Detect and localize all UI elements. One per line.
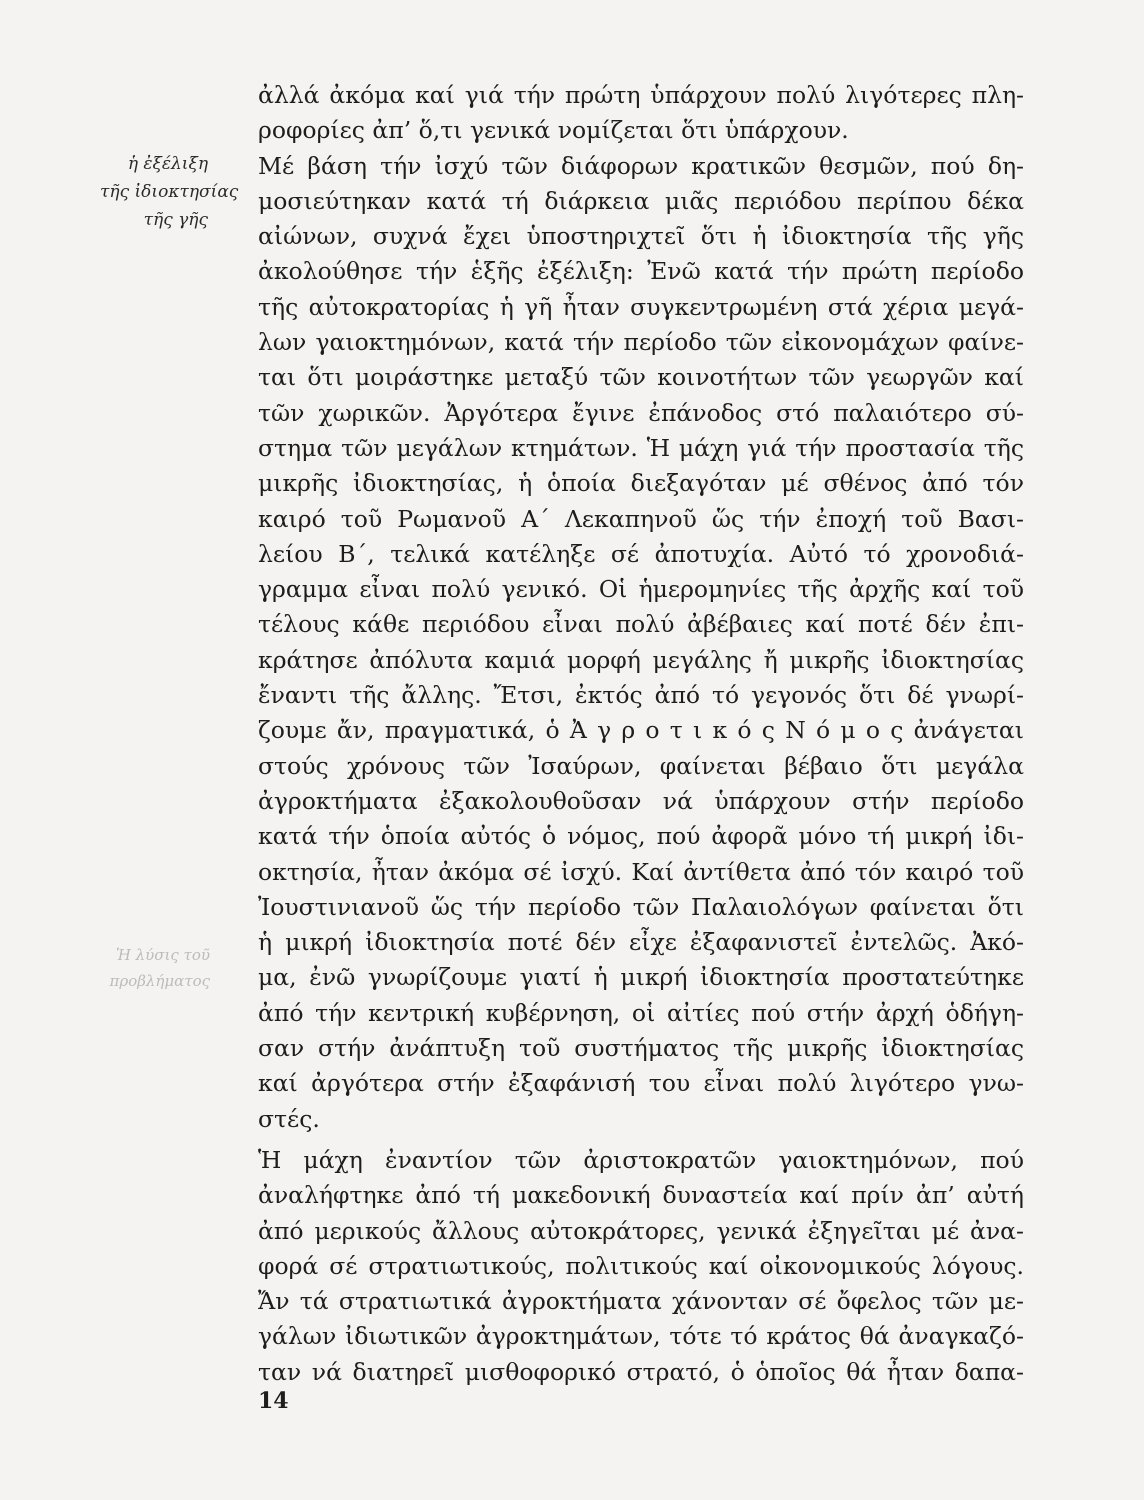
text-line: αἰώνων, συχνά ἔχει ὑποστηριχτεῖ ὅτι ἡ ἰδιοκτησία τῆς γῆς (258, 222, 1024, 251)
margin-note-line: ἡ ἐξέλιξη (127, 154, 208, 174)
text-line: ἀκολούθησε τήν ἑξῆς ἐξέλιξη: Ἐνῶ κατά τήν πρώτη περίοδο (258, 257, 1024, 286)
text-line: μοσιεύτηκαν κατά τή διάρκεια μιᾶς περιόδου περίπου δέκα (258, 186, 1024, 215)
text-line: στημα τῶν μεγάλων κτημάτων. Ἡ μάχη γιά τήν προστασία τῆς (258, 433, 1024, 462)
text-line: λείου Β΄, τελικά κατέληξε σέ ἀποτυχία. Αὐτό τό χρονοδιά- (258, 539, 1024, 568)
text-line: Ἰουστινιανοῦ ὥς τήν περίοδο τῶν Παλαιολόγων φαίνεται ὅτι (258, 892, 1024, 921)
text-line: ἡ μικρή ἰδιοκτησία ποτέ δέν εἶχε ἐξαφανιστεῖ ἐντελῶς. Ἀκό- (258, 928, 1024, 957)
text-line: ἀλλά ἀκόμα καί γιά τήν πρώτη ὑπάρχουν πολύ λιγότερες πλη- (258, 81, 1024, 109)
text-line: Ἄν τά στρατιωτικά ἀγροκτήματα χάνονταν σέ ὄφελος τῶν με- (258, 1287, 1024, 1316)
text-line: ἀναλήφτηκε ἀπό τή μακεδονική δυναστεία καί πρίν ἀπ’ αὐτή (258, 1181, 1024, 1210)
text-line: καιρό τοῦ Ρωμανοῦ Α΄ Λεκαπηνοῦ ὥς τήν ἐποχή τοῦ Βασι- (258, 504, 1024, 533)
page-number: 14 (258, 1388, 289, 1414)
margin-note (100, 150, 239, 234)
body-text (258, 78, 1024, 1390)
text-line: ἔναντι τῆς ἄλλης. Ἔτσι, ἐκτός ἀπό τό γεγονός ὅτι δέ γνωρί- (258, 681, 1024, 710)
text-line: ζουμε ἄν, πραγματικά, ὁ Ἀ γ ρ ο τ ι κ ό ς Ν ό μ ο ς ἀνάγεται (258, 716, 1024, 745)
text-line: ἀπό μερικούς ἄλλους αὐτοκράτορες, γενικά ἐξηγεῖται μέ ἀνα- (258, 1216, 1024, 1245)
text-line: στούς χρόνους τῶν Ἰσαύρων, φαίνεται βέβαιο ὅτι μεγάλα (258, 751, 1024, 780)
bleed-note-line: Ἡ λύσις τοῦ (115, 946, 210, 964)
text-line: τῶν χωρικῶν. Ἀργότερα ἔγινε ἐπάνοδος στό παλαιότερο σύ- (258, 398, 1024, 427)
text-line: λων γαιοκτημόνων, κατά τήν περίοδο τῶν εἰκονομάχων φαίνε- (258, 328, 1024, 357)
text-line: οκτησία, ἦταν ἀκόμα σέ ἰσχύ. Καί ἀντίθετα ἀπό τόν καιρό τοῦ (258, 857, 1024, 886)
text-line: ταν νά διατηρεῖ μισθοφορικό στρατό, ὁ ὁποῖος θά ἦταν δαπα- (258, 1357, 1024, 1386)
text-line: καί ἀργότερα στήν ἐξαφάνισή του εἶναι πολύ λιγότερο γνω- (258, 1069, 1024, 1098)
text-line: ροφορίες ἀπ’ ὅ,τι γενικά νομίζεται ὅτι ὑπάρχουν. (258, 116, 849, 145)
text-line: φορά σέ στρατιωτικούς, πολιτικούς καί οἰκονομικούς λόγους. (258, 1251, 1024, 1280)
text-line: Ἡ μάχη ἐναντίον τῶν ἀριστοκρατῶν γαιοκτημόνων, πού (258, 1145, 1024, 1174)
text-line: ἀπό τήν κεντρική κυβέρνηση, οἱ αἰτίες πού στήν ἀρχή ὁδήγη- (258, 998, 1024, 1027)
bleed-through-margin-note (55, 942, 210, 994)
bleed-note-line: προβλήματος (109, 972, 210, 990)
text-line: μικρῆς ἰδιοκτησίας, ἡ ὁποία διεξαγόταν μέ σθένος ἀπό τόν (258, 469, 1024, 498)
text-line: ἀγροκτήματα ἐξακολουθοῦσαν νά ὑπάρχουν στήν περίοδο (258, 786, 1024, 815)
text-line: σαν στήν ἀνάπτυξη τοῦ συστήματος τῆς μικρῆς ἰδιοκτησίας (258, 1034, 1024, 1063)
text-line: τῆς αὐτοκρατορίας ἡ γῆ ἦταν συγκεντρωμένη στά χέρια μεγά- (258, 292, 1024, 321)
text-line: κράτησε ἀπόλυτα καμιά μορφή μεγάλης ἤ μικρῆς ἰδιοκτησίας (258, 645, 1024, 674)
text-line: μα, ἐνῶ γνωρίζουμε γιατί ἡ μικρή ἰδιοκτησία προστατεύτηκε (258, 963, 1024, 992)
margin-note-line: τῆς ἰδιοκτησίας (100, 182, 239, 202)
text-line: τέλους κάθε περιόδου εἶναι πολύ ἀβέβαιες καί ποτέ δέν ἐπι- (258, 610, 1024, 639)
margin-note-line: τῆς γῆς (143, 210, 208, 230)
text-line: στές. (258, 1104, 320, 1133)
text-line: γάλων ἰδιωτικῶν ἀγροκτημάτων, τότε τό κράτος θά ἀναγκαζό- (258, 1322, 1024, 1351)
text-line: γραμμα εἶναι πολύ γενικό. Οἱ ἡμερομηνίες τῆς ἀρχῆς καί τοῦ (258, 575, 1024, 604)
text-line: κατά τήν ὁποία αὐτός ὁ νόμος, πού ἀφορᾶ μόνο τή μικρή ἰδι- (258, 822, 1024, 851)
text-line: Μέ βάση τήν ἰσχύ τῶν διάφορων κρατικῶν θεσμῶν, πού δη- (258, 151, 1024, 180)
text-line: ται ὅτι μοιράστηκε μεταξύ τῶν κοινοτήτων τῶν γεωργῶν καί (258, 363, 1024, 392)
